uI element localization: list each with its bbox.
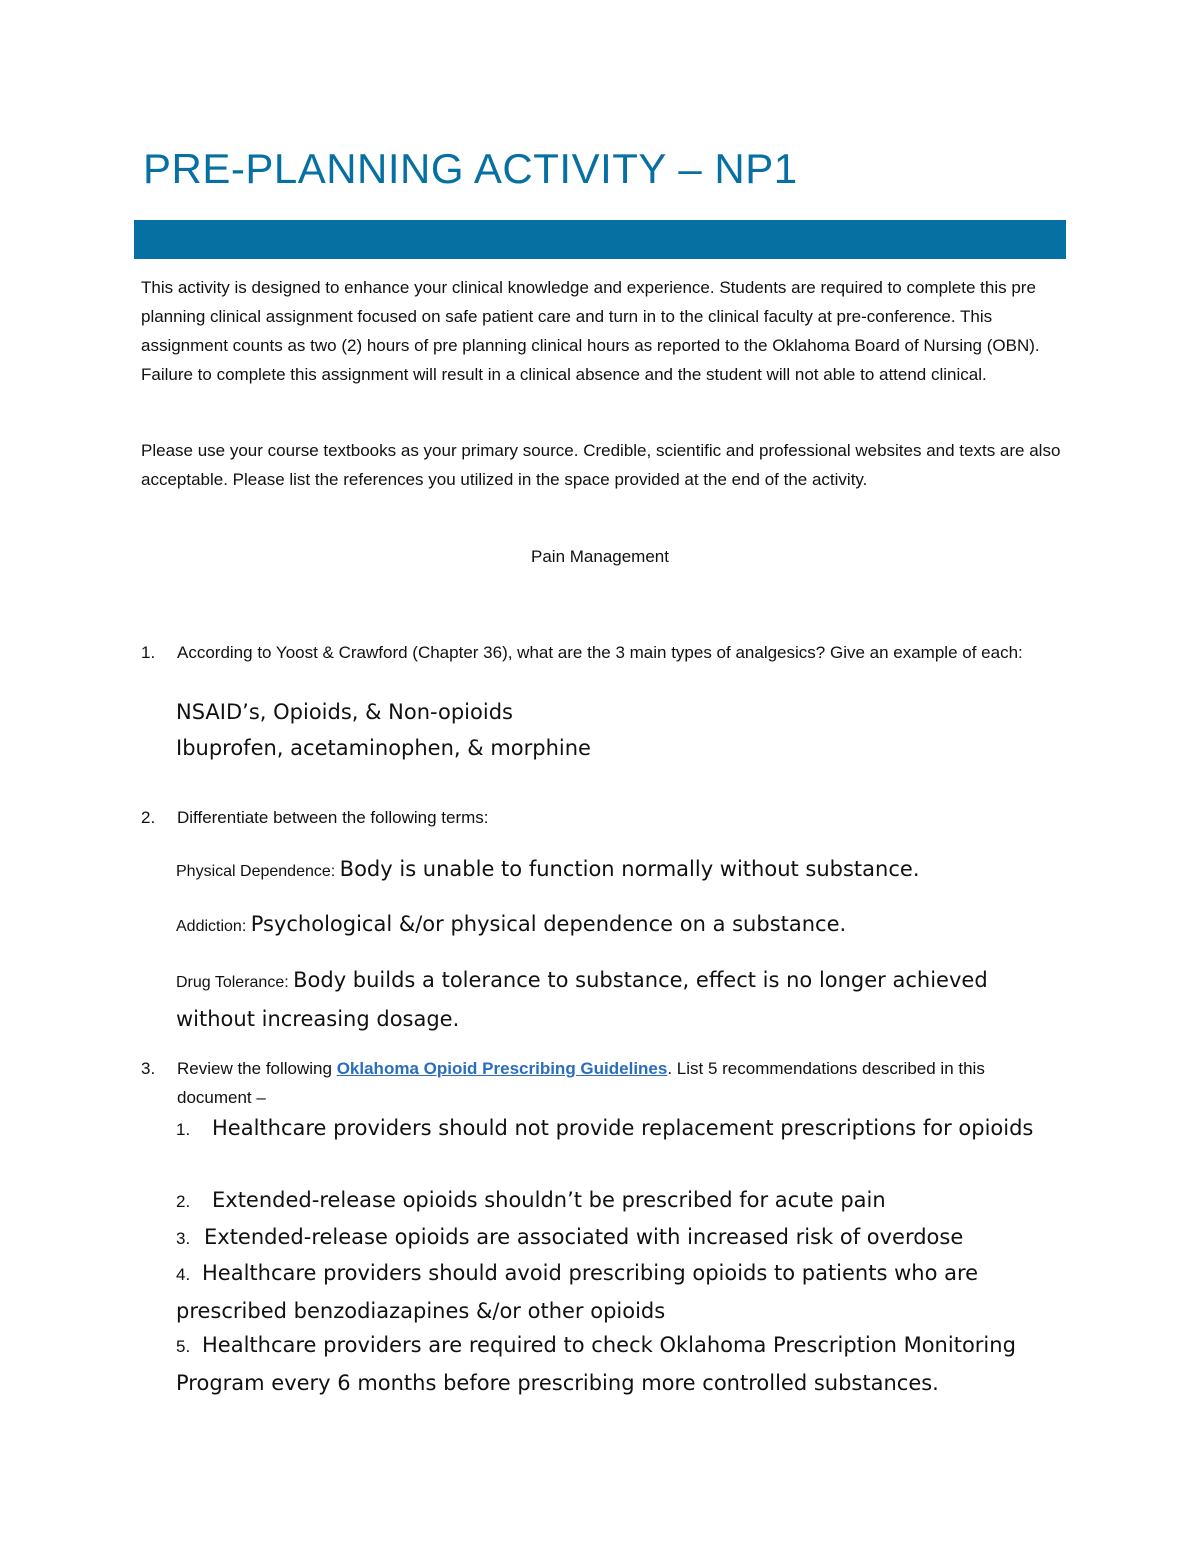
recommendation-number: 4. (176, 1265, 191, 1284)
question-number: 3. (141, 1059, 156, 1078)
recommendation-number: 5. (176, 1337, 191, 1356)
term-answer: Body builds a tolerance to substance, effect is no longer achieved without increasing dosage. (176, 968, 988, 1031)
answer-line: NSAID’s, Opioids, & Non-opioids (176, 700, 513, 724)
page-title: PRE-PLANNING ACTIVITY – NP1 (143, 145, 798, 192)
question-text-before-link: Review the following (177, 1059, 337, 1078)
question-2 (141, 803, 1061, 832)
recommendation-text: Extended-release opioids shouldn’t be prescribed for acute pain (212, 1188, 886, 1212)
recommendation-number: 1. (176, 1120, 191, 1139)
recommendation-text: Healthcare providers should avoid prescribing opioids to patients who are prescribed benzodiazapines &/or other opioids (176, 1261, 979, 1323)
recommendation-number: 3. (176, 1229, 191, 1248)
answer-line: Ibuprofen, acetaminophen, & morphine (176, 736, 591, 760)
title-banner-bar (134, 220, 1066, 259)
term-answer: Psychological &/or physical dependence on a substance. (250, 912, 847, 936)
question-number: 2. (141, 808, 156, 827)
section-heading: Pain Management (531, 547, 669, 566)
term-physical-dependence (176, 851, 1066, 890)
recommendation-item (176, 1327, 1066, 1401)
question-3 (141, 1054, 1061, 1112)
recommendation-text: Extended-release opioids are associated with increased risk of overdose (204, 1225, 964, 1249)
opioid-guidelines-link[interactable]: Oklahoma Opioid Prescribing Guidelines (336, 1059, 668, 1078)
term-drug-tolerance (176, 962, 1066, 1040)
recommendation-item (176, 1219, 1066, 1257)
recommendation-item (176, 1255, 1066, 1329)
question-text-after-link: . List 5 recommendations described in this document – (177, 1059, 985, 1107)
question-1-answer (176, 694, 1066, 766)
question-1 (141, 638, 1061, 667)
question-text: Differentiate between the following terms: (177, 808, 489, 827)
term-answer: Body is unable to function normally without substance. (339, 857, 920, 881)
recommendation-item (176, 1182, 1056, 1220)
recommendation-text: Healthcare providers are required to check Oklahoma Prescription Monitoring Program every 6 months before prescribing more controlled substances. (176, 1333, 1016, 1395)
intro-paragraph-2: Please use your course textbooks as your primary source. Credible, scientific and professional websites and texts are also acceptable. Please list the references you utilized in the space provided at the end of the activity. (141, 441, 1061, 489)
term-label: Drug Tolerance: (176, 974, 289, 991)
question-text (177, 1054, 1061, 1112)
recommendation-number: 2. (176, 1192, 191, 1211)
recommendation-item (176, 1110, 1056, 1148)
term-label: Addiction: (176, 918, 247, 935)
question-text: According to Yoost & Crawford (Chapter 36), what are the 3 main types of analgesics? Give an example of each: (177, 643, 1023, 662)
recommendation-text: Healthcare providers should not provide replacement prescriptions for opioids (212, 1116, 1034, 1140)
question-number: 1. (141, 643, 156, 662)
intro-paragraph-1: This activity is designed to enhance your clinical knowledge and experience. Students are required to complete this pre planning clinical assignment focused on safe patient care and turn in to the clinical faculty at pre-conference. This assignment counts as two (2) hours of pre planning clinical hours as reported to the Oklahoma Board of Nursing (OBN). Failure to complete this assignment will result in a clinical absence and the student will not able to attend clinical. (141, 278, 1040, 384)
term-addiction (176, 906, 1066, 945)
term-label: Physical Dependence: (176, 863, 336, 880)
